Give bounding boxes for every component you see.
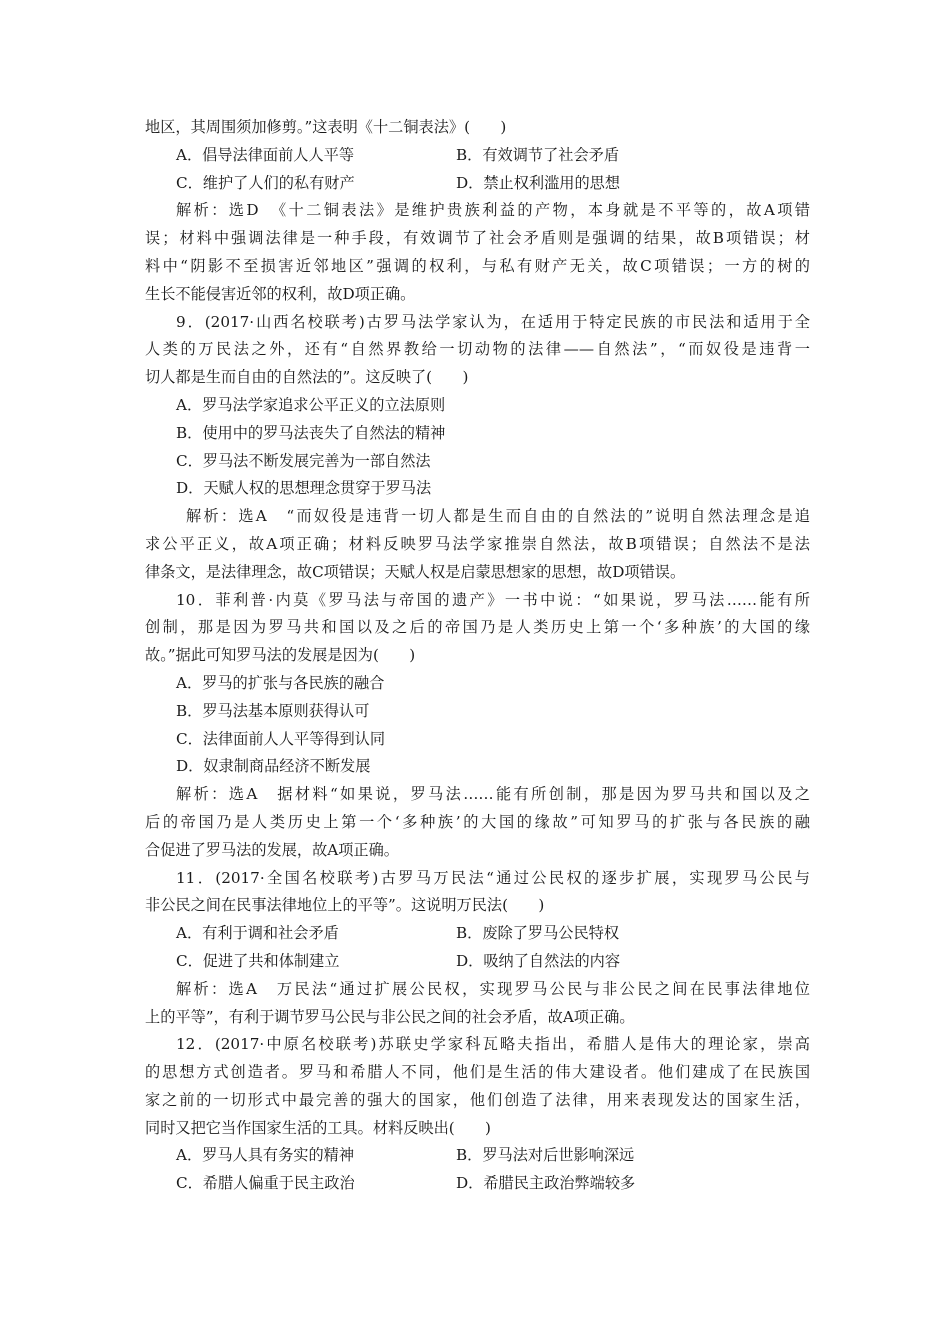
q10-option-d[interactable]: D．奴隶制商品经济不断发展 <box>176 757 371 776</box>
q12-stem-line: 同时又把它当作国家生活的工具。材料反映出( ) <box>145 1118 491 1137</box>
q11-stem-line: 11．(2017·全国名校联考)古罗马万民法“通过公民权的逐步扩展，实现罗马公民与 <box>176 868 810 887</box>
q8-analysis-line: 解析：选D 《十二铜表法》是维护贵族利益的产物，本身就是不平等的，故A项错 <box>176 201 810 220</box>
q8-options-row-2 <box>145 170 810 198</box>
q8-option-d[interactable]: D．禁止权利滥用的思想 <box>456 173 621 192</box>
q8-option-b[interactable]: B．有效调节了社会矛盾 <box>456 145 620 164</box>
q11-option-b[interactable]: B．废除了罗马公民特权 <box>456 924 620 943</box>
q12-stem-line: 12．(2017·中原名校联考)苏联史学家科瓦略夫指出，希腊人是伟大的理论家，崇高 <box>176 1035 810 1054</box>
q9-option-d[interactable]: D．天赋人权的思想理念贯穿于罗马法 <box>176 479 432 498</box>
q9-analysis-line: 求公平正义，故A项正确；材料反映罗马法学家推崇自然法，故B项错误；自然法不是法 <box>145 534 810 553</box>
q9-option-a[interactable]: A．罗马法学家追求公平正义的立法原则 <box>176 395 446 414</box>
q9-analysis-line: 解析：选A “而奴役是违背一切人都是生而自由的自然法的”说明自然法理念是追 <box>186 507 810 526</box>
q8-stem-line: 地区，其周围须加修剪。”这表明《十二铜表法》( ) <box>145 118 507 136</box>
q10-stem-line: 故。”据此可知罗马法的发展是因为( ) <box>145 646 416 665</box>
q8-option-c[interactable]: C．维护了人们的私有财产 <box>176 173 355 192</box>
q11-options-row-1 <box>145 920 810 948</box>
q12-option-d[interactable]: D．希腊民主政治弊端较多 <box>456 1174 636 1193</box>
q8-options-row-1 <box>145 142 810 170</box>
q10-option-a[interactable]: A．罗马的扩张与各民族的融合 <box>176 673 385 692</box>
q10-option-b[interactable]: B．罗马法基本原则获得认可 <box>176 701 370 720</box>
q11-stem-line: 非公民之间在民事法律地位上的平等”。这说明万民法( ) <box>145 896 545 915</box>
q8-analysis-line: 误；材料中强调法律是一种手段，有效调节了社会矛盾则是强调的结果，故B项错误；材 <box>145 229 810 248</box>
q12-options-row-2 <box>145 1170 810 1198</box>
q11-option-c[interactable]: C．促进了共和体制建立 <box>176 951 340 970</box>
q8-analysis-line: 料中“阴影不至损害近邻地区”强调的权利，与私有财产无关，故C项错误；一方的树的 <box>145 256 810 275</box>
q9-analysis-line: 律条文，是法律理念，故C项错误；天赋人权是启蒙思想家的思想，故D项错误。 <box>145 562 686 581</box>
q9-stem-line: 9．(2017·山西名校联考)古罗马法学家认为，在适用于特定民族的市民法和适用于全 <box>176 312 810 331</box>
q10-analysis-line: 后的帝国乃是人类历史上第一个‘多种族’的大国的缘故”可知罗马的扩张与各民族的融 <box>145 812 810 831</box>
q12-options-row-1 <box>145 1142 810 1170</box>
q10-stem-line: 10．菲利普·内莫《罗马法与帝国的遗产》一书中说：“如果说，罗马法……能有所 <box>176 590 810 609</box>
q9-option-c[interactable]: C．罗马法不断发展完善为一部自然法 <box>176 451 431 470</box>
q12-option-b[interactable]: B．罗马法对后世影响深远 <box>456 1146 635 1165</box>
q11-analysis-line: 解析：选A 万民法“通过扩展公民权，实现罗马公民与非公民之间在民事法律地位 <box>176 979 810 998</box>
q10-analysis-line: 解析：选A 据材料“如果说，罗马法……能有所创制，那是因为罗马共和国以及之 <box>176 785 810 804</box>
q9-stem-line: 人类的万民法之外，还有“自然界教给一切动物的法律——自然法”，“而奴役是违背一 <box>145 340 810 359</box>
q11-option-d[interactable]: D．吸纳了自然法的内容 <box>456 951 621 970</box>
q8-option-a[interactable]: A．倡导法律面前人人平等 <box>176 145 355 164</box>
q11-options-row-2 <box>145 948 810 976</box>
q10-option-c[interactable]: C．法律面前人人平等得到认同 <box>176 729 386 748</box>
q12-option-c[interactable]: C．希腊人偏重于民主政治 <box>176 1174 355 1193</box>
q11-analysis-line: 上的平等”，有利于调节罗马公民与非公民之间的社会矛盾，故A项正确。 <box>145 1007 635 1026</box>
q9-stem-line: 切人都是生而自由的自然法的”。这反映了( ) <box>145 368 469 387</box>
q11-option-a[interactable]: A．有利于调和社会矛盾 <box>176 924 339 943</box>
q12-option-a[interactable]: A．罗马人具有务实的精神 <box>176 1146 355 1165</box>
q9-option-b[interactable]: B．使用中的罗马法丧失了自然法的精神 <box>176 423 446 442</box>
q8-analysis-line: 生长不能侵害近邻的权利，故D项正确。 <box>145 284 416 303</box>
q10-analysis-line: 合促进了罗马法的发展，故A项正确。 <box>145 840 399 859</box>
q12-stem-line: 的思想方式创造者。罗马和希腊人不同，他们是生活的伟大建设者。他们建成了在民族国 <box>145 1063 810 1082</box>
document-page <box>145 114 810 1198</box>
q10-stem-line: 创制，那是因为罗马共和国以及之后的帝国乃是人类历史上第一个‘多种族’的大国的缘 <box>145 618 810 637</box>
q12-stem-line: 家之前的一切形式中最完善的强大的国家，他们创造了法律，用来表现发达的国家生活， <box>145 1090 810 1109</box>
